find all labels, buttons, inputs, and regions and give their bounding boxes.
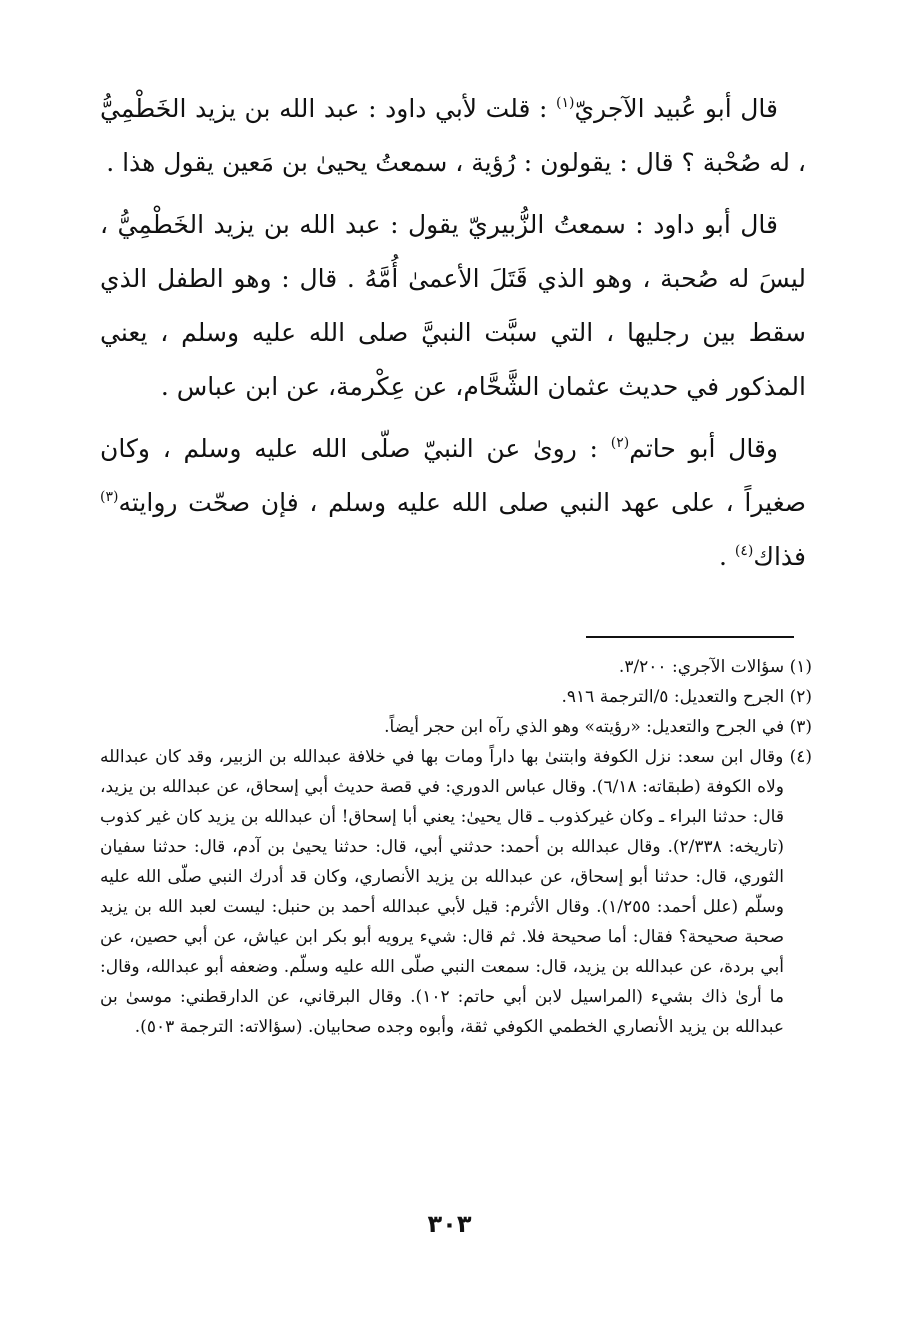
paragraph-1 bbox=[100, 82, 806, 190]
footnote-marker: (٣) bbox=[100, 489, 119, 505]
paragraph-text: وقال أبو حاتم bbox=[629, 434, 778, 463]
footnotes bbox=[100, 652, 812, 1042]
footnote-2: (٢) الجرح والتعديل: ٥/الترجمة ٩١٦. bbox=[561, 687, 812, 707]
paragraph-2 bbox=[100, 198, 806, 414]
paragraph-text: . bbox=[719, 542, 735, 571]
paragraph-text: : قلت لأبي داود : عبد الله بن يزيد الخَطْمِيُّ ، له صُحْبة ؟ قال : يقولون : رُؤية ، سمعتُ يحيىٰ بن مَعين يقول هذا . bbox=[100, 94, 806, 177]
paragraph-text: : روىٰ عن النبيّ صلّى الله عليه وسلم ، وكان صغيراً ، على عهد النبي صلى الله عليه وسلم ، فإن صحّت روايته bbox=[100, 434, 806, 517]
paragraph-3 bbox=[100, 422, 806, 584]
footnote-marker: (٢) bbox=[610, 435, 630, 451]
paragraph-text: قال أبو داود : سمعتُ الزُّبيريّ يقول : عبد الله بن يزيد الخَطْمِيُّ ، ليسَ له صُحبة ، وهو الذي قَتَلَ الأعمىٰ أُمَّهُ . قال : وهو الطفل الذي سقط بين رجليها ، التي سبَّت النبيَّ صلى الله عليه وسلم ، يعني المذكور في حديث عثمان الشَّحَّام، عن عِكْرمة، عن ابن عباس . bbox=[100, 210, 806, 401]
page-number: ٣٠٣ bbox=[427, 1210, 472, 1238]
paragraph-text: قال أبو عُبيد الآجريّ bbox=[574, 94, 778, 123]
paragraph-text: فذاك bbox=[753, 542, 806, 571]
footnote-marker: (٤) bbox=[734, 543, 754, 559]
footnote-4: (٤) وقال ابن سعد: نزل الكوفة وابتنىٰ بها داراً ومات بها في خلافة عبدالله بن الزبير، وقد كان عبدالله ولاه الكوفة (طبقاته: ٦/١٨). وقال عباس الدوري: في قصة حديث أبي إسحاق، عن عبدالله بن يزيد، قال: حدثنا البراء ـ وكان غيركذوب ـ قال يحيىٰ: يعني أبا إسحاق! أن عبدالله بن يزيد كان غير كذوب (تاريخه: ٢/٣٣٨). وقال عبدالله بن أحمد: حدثني أبي، قال: حدثنا يحيىٰ بن آدم، قال: حدثنا سفيان الثوري، قال: حدثنا أبو إسحاق، عن عبدالله بن يزيد الأنصاري، وكان قد أدرك النبي صلّى الله عليه وسلّم (علل أحمد: ١/٢٥٥). وقال الأثرم: قيل لأبي عبدالله أحمد بن حنبل: ليست لعبد الله بن يزيد صحبة صحيحة؟ فقال: أما صحيحة فلا. ثم قال: شيء يرويه أبو بكر ابن عياش، عن أبي حصين، عن أبي بردة، عن عبدالله بن يزيد، قال: سمعت النبي صلّى الله عليه وسلّم. وضعفه أبو عبدالله، وقال: ما أرىٰ ذاك بشيء (المراسيل لابن أبي حاتم: ١٠٢). وقال البرقاني، عن الدارقطني: موسىٰ بن عبدالله بن يزيد الأنصاري الخطمي الكوفي ثقة، وأبوه وجده صحابيان. (سؤالاته: الترجمة ٥٠٣). bbox=[100, 747, 812, 1037]
footnote-1: (١) سؤالات الآجري: ٣/٢٠٠. bbox=[618, 657, 812, 677]
main-text bbox=[100, 82, 806, 584]
footnote-3: (٣) في الجرح والتعديل: «رؤيته» وهو الذي رآه ابن حجر أيضاً. bbox=[384, 717, 812, 737]
footnote-marker: (١) bbox=[556, 95, 575, 111]
footnote-separator bbox=[586, 636, 794, 638]
